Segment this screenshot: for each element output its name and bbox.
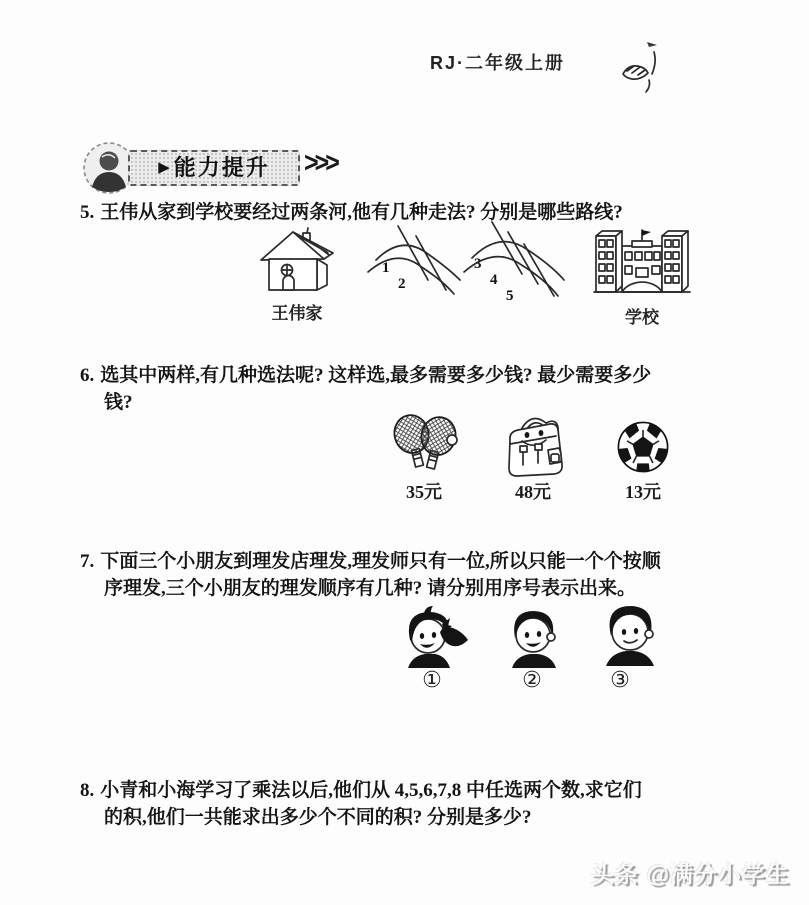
river-1-illustration [364, 222, 462, 306]
section-banner-box [128, 150, 300, 186]
river-2-illustration [458, 218, 568, 310]
bridge-5-number: 5 [506, 288, 514, 304]
problem-8-text-line1: 8. 小青和小海学习了乘法以后,他们从 4,5,6,7,8 中任选两个数,求它们 [80, 780, 642, 801]
girl-order-tag: ① [422, 668, 442, 693]
problem-5-text: 5. 王伟从家到学校要经过两条河,他有几种走法? 分别是哪些路线? [80, 202, 623, 223]
hand-sketch-icon [613, 38, 669, 98]
watermark: 头条 @满分小学生 [591, 861, 790, 887]
problem-5-number: 5. [80, 202, 95, 223]
page-header-title: RJ·二年级上册 [430, 53, 566, 73]
boy-2-illustration [590, 602, 668, 666]
problem-7-number: 7. [80, 551, 95, 572]
problem-6-text-line2: 钱? [104, 392, 133, 413]
banner-arrow-icon: ▶ [158, 159, 170, 176]
backpack-illustration [498, 410, 570, 478]
problem-6-text-line1: 6. 选其中两样,有几种选法呢? 这样选,最多需要多少钱? 最少需要多少 [80, 365, 652, 386]
backpack-price: 48元 [515, 482, 551, 502]
problem-7-text-line1: 7. 下面三个小朋友到理发店理发,理发师只有一位,所以只能一个个按顺 [80, 551, 661, 572]
bridge-3-number: 3 [474, 256, 482, 272]
school-label: 学校 [625, 308, 659, 327]
soccer-ball-illustration [616, 420, 670, 474]
problem-6-number: 6. [80, 365, 95, 386]
boy-1-illustration [500, 606, 566, 668]
problem-7-text-line2: 序理发,三个小朋友的理发顺序有几种? 请分别用序号表示出来。 [104, 578, 637, 599]
section-title: 能力提升 [173, 155, 270, 180]
house-illustration [256, 226, 338, 292]
house-figure [256, 226, 338, 324]
bridge-1-number: 1 [382, 260, 390, 276]
ball-price: 13元 [625, 482, 661, 502]
school-figure [592, 224, 692, 328]
girl-illustration [392, 606, 472, 668]
banner-chevrons-icon: >>> [304, 146, 336, 180]
boy-1-order-tag: ② [522, 668, 542, 693]
table-tennis-paddles-illustration [382, 412, 468, 478]
boy-2-order-tag: ③ [610, 668, 630, 693]
problem-8-number: 8. [80, 780, 95, 801]
paddles-price: 35元 [406, 482, 442, 502]
house-label: 王伟家 [271, 304, 323, 323]
bridge-2-number: 2 [398, 276, 406, 292]
problem-8-text-line2: 的积,他们一共能求出多少个不同的积? 分别是多少? [104, 807, 532, 828]
school-illustration [592, 224, 692, 296]
bridge-4-number: 4 [490, 272, 498, 288]
